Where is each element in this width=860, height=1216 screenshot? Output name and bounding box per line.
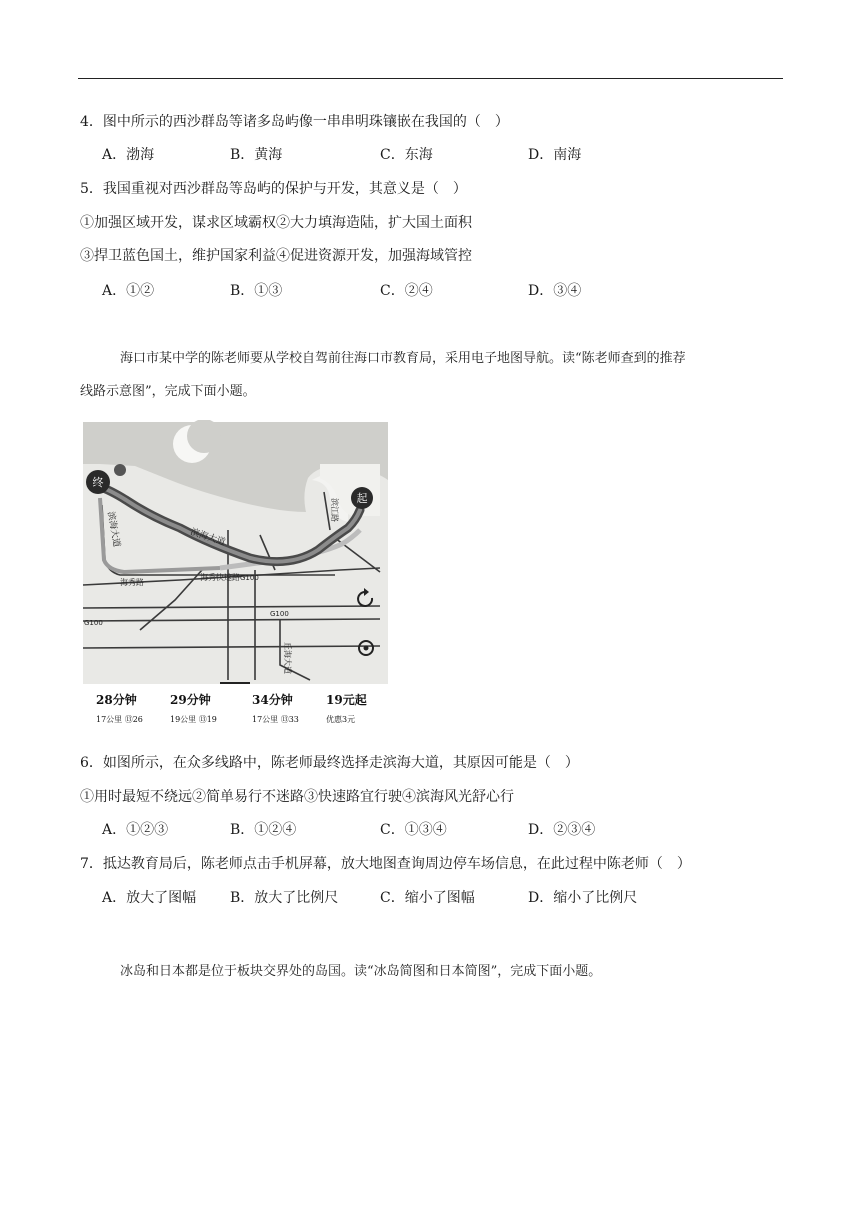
intro1-line2: 线路示意图”，完成下面小题。 — [80, 384, 256, 399]
poi-marker — [114, 464, 126, 476]
q4-option-b[interactable]: B．黄海 — [230, 147, 283, 163]
road-label: G100 — [84, 619, 103, 627]
q6-option-c[interactable]: C．①③④ — [380, 822, 447, 838]
end-marker[interactable] — [86, 470, 110, 494]
q7-option-d[interactable]: D．缩小了比例尺 — [528, 890, 638, 906]
q4-option-a[interactable]: A．渤海 — [102, 147, 155, 163]
q6-items: ①用时最短不绕远②简单易行不迷路③快速路宜行驶④滨海风光舒心行 — [80, 789, 514, 805]
road-label: 海秀快速路 — [200, 573, 240, 582]
intro-paragraph-1 — [80, 342, 780, 408]
q7-option-c[interactable]: C．缩小了图幅 — [380, 890, 475, 906]
start-marker-label: 起 — [356, 492, 368, 505]
start-marker[interactable] — [351, 487, 373, 509]
intro2-line1: 冰岛和日本都是位于板块交界处的岛国。读“冰岛简图和日本简图”，完成下面小题。 — [120, 964, 602, 979]
taxi-discount: 优惠3元 — [326, 715, 356, 724]
route-3-detail: 17公里 ⑬33 — [252, 715, 299, 724]
q7-option-b[interactable]: B．放大了比例尺 — [230, 890, 339, 906]
q5-option-d[interactable]: D．③④ — [528, 283, 582, 299]
q6-option-b[interactable]: B．①②④ — [230, 822, 297, 838]
q6-stem: 6．如图所示，在众多线路中，陈老师最终选择走滨海大道，其原因可能是（ ） — [80, 755, 579, 771]
q4-stem: 4．图中所示的西沙群岛等诸多岛屿像一串串明珠镶嵌在我国的（ ） — [80, 114, 509, 130]
road-label: 滨海大道 — [189, 527, 227, 548]
intro1-line1: 海口市某中学的陈老师要从学校自驾前往海口市教育局，采用电子地图导航。读“陈老师查到的推荐 — [120, 351, 686, 366]
route-2-time: 29分钟 — [170, 693, 211, 707]
road-label: G100 — [240, 574, 259, 582]
q5-option-b[interactable]: B．①③ — [230, 283, 283, 299]
q5-item-line2: ③捍卫蓝色国土，维护国家利益④促进资源开发，加强海域管控 — [80, 248, 472, 264]
taxi-price: 19元起 — [326, 693, 367, 707]
route-1-detail: 17公里 ⑬26 — [96, 715, 143, 724]
q4-option-c[interactable]: C．东海 — [380, 147, 433, 163]
q5-item-line1: ①加强区域开发，谋求区域霸权②大力填海造陆，扩大国土面积 — [80, 215, 472, 231]
q6-option-d[interactable]: D．②③④ — [528, 822, 596, 838]
road-label: 滨江路 — [330, 498, 339, 522]
q5-option-a[interactable]: A．①② — [102, 283, 155, 299]
q7-option-a[interactable]: A．放大了图幅 — [102, 890, 197, 906]
road-label: 丘海大道 — [283, 642, 292, 674]
q5-option-c[interactable]: C．②④ — [380, 283, 433, 299]
route-map — [80, 420, 390, 732]
route-2-detail: 19公里 ⑬19 — [170, 715, 217, 724]
q5-stem: 5．我国重视对西沙群岛等岛屿的保护与开发，其意义是（ ） — [80, 181, 467, 197]
road-label: 滨海大道 — [105, 510, 122, 548]
end-marker-label: 终 — [92, 476, 104, 489]
road-label: 海秀路 — [120, 578, 144, 587]
q7-stem: 7．抵达教育局后，陈老师点击手机屏幕，放大地图查询周边停车场信息，在此过程中陈老师（ ） — [80, 856, 691, 872]
intro-paragraph-2 — [80, 955, 780, 988]
q6-option-a[interactable]: A．①②③ — [102, 822, 169, 838]
q4-option-d[interactable]: D．南海 — [528, 147, 582, 163]
route-3-time: 34分钟 — [252, 693, 293, 707]
road-label: G100 — [270, 610, 289, 618]
route-map-figure — [80, 420, 390, 732]
header-rule — [78, 78, 783, 79]
route-1-time: 28分钟 — [96, 693, 137, 707]
